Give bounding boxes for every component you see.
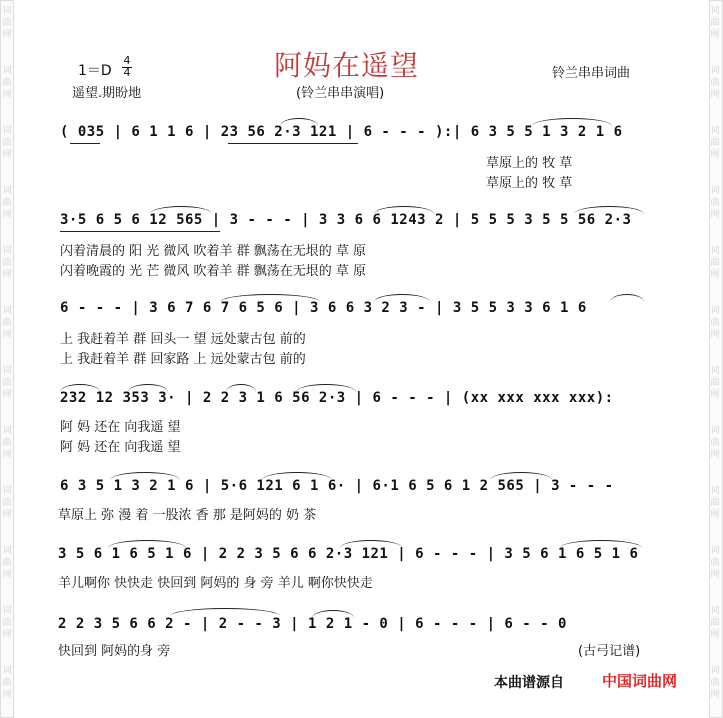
watermark-char: 词 [2, 246, 12, 256]
watermark-char: 词 [2, 366, 12, 376]
watermark-char: 词 [2, 426, 12, 436]
lyric-line: 闪着清晨的 阳 光 微风 吹着羊 群 飘荡在无垠的 草 原 [60, 244, 367, 259]
slur [226, 384, 256, 392]
lyric-line: 阿 妈 还在 向我遥 望 [60, 440, 181, 455]
watermark-char: 网 [2, 90, 12, 100]
watermark-char: 曲 [710, 138, 720, 148]
watermark-char: 曲 [710, 498, 720, 508]
notation-line: 6 3 5 1 3 2 1 6 | 5·6 121 6 1 6· | 6·1 6 5 6 1 2 565 | 3 - - - [60, 478, 614, 494]
notation-line: ( 035 | 6 1 1 6 | 23 56 2·3 121 | 6 - - - ):| 6 3 5 5 1 3 2 1 6 [60, 124, 623, 140]
lyric-line: 草原上的 牧 草 [486, 176, 573, 191]
slur [560, 540, 642, 548]
watermark-char: 曲 [710, 198, 720, 208]
watermark-char: 网 [710, 30, 720, 40]
slur [220, 294, 320, 302]
watermark-char: 词 [2, 606, 12, 616]
slur [340, 540, 402, 548]
notation-line: 3·5 6 5 6 12 565 | 3 - - - | 3 3 6 6 1243 2 | 5 5 5 3 5 5 56 2·3 [60, 212, 632, 228]
performer: (铃兰串串演唱) [296, 86, 385, 101]
watermark-char: 词 [2, 6, 12, 16]
watermark-char: 词 [710, 306, 720, 316]
watermark-char: 网 [2, 390, 12, 400]
watermark-char: 词 [2, 306, 12, 316]
slur [150, 206, 212, 214]
source-name[interactable]: 中国词曲网 [602, 672, 678, 690]
watermark-char: 网 [710, 630, 720, 640]
lyric-line: 草原上的 牧 草 [486, 156, 573, 171]
beam [70, 143, 100, 144]
watermark-char: 曲 [710, 558, 720, 568]
watermark-char: 网 [2, 150, 12, 160]
watermark-char: 曲 [2, 498, 12, 508]
watermark-char: 网 [710, 450, 720, 460]
watermark-char: 网 [2, 630, 12, 640]
watermark-char: 曲 [710, 258, 720, 268]
slur [128, 384, 168, 392]
lyric-line: 羊儿啊你 快快走 快回到 阿妈的 身 旁 羊儿 啊你快快走 [58, 576, 373, 591]
watermark-char: 曲 [710, 78, 720, 88]
watermark-char: 曲 [2, 258, 12, 268]
watermark-char: 曲 [2, 318, 12, 328]
notation-line: 2 2 3 5 6 6 2 - | 2 - - 3 | 1 2 1 - 0 | 6 - - - | 6 - - 0 [58, 616, 567, 632]
watermark-char: 网 [2, 450, 12, 460]
time-signature [122, 56, 132, 78]
slur [574, 206, 644, 214]
slur [374, 206, 434, 214]
slur [312, 610, 354, 618]
lyric-line: 阿 妈 还在 向我遥 望 [60, 420, 181, 435]
watermark-char: 词 [710, 246, 720, 256]
lyric-line: 草原上 弥 漫 着 一股浓 香 那 是阿妈的 奶 茶 [58, 508, 317, 523]
watermark-char: 词 [2, 546, 12, 556]
watermark-char: 词 [710, 66, 720, 76]
watermark-char: 曲 [2, 558, 12, 568]
beam [228, 143, 358, 144]
watermark-char: 词 [710, 606, 720, 616]
watermark-char: 词 [710, 126, 720, 136]
watermark-char: 词 [2, 126, 12, 136]
beam [60, 231, 220, 232]
time-signature-bottom: 4 [123, 66, 131, 79]
watermark-char: 网 [710, 390, 720, 400]
notation-line: 232 12 353 3· | 2 2 3 1 6 56 2·3 | 6 - - - | (xx xxx xxx xxx): [60, 390, 614, 406]
watermark-char: 词 [710, 6, 720, 16]
watermark-char: 网 [2, 690, 12, 700]
watermark-char: 网 [2, 210, 12, 220]
slur [490, 472, 552, 480]
slur [110, 472, 180, 480]
watermark-char: 网 [710, 270, 720, 280]
time-signature-top: 4 [123, 54, 131, 67]
watermark-char: 词 [710, 486, 720, 496]
credits: 铃兰串串词曲 [552, 66, 631, 81]
slur [108, 540, 186, 548]
slur [296, 384, 356, 392]
watermark-char: 词 [710, 366, 720, 376]
watermark-char: 网 [2, 570, 12, 580]
slur [262, 472, 332, 480]
watermark-char: 网 [710, 90, 720, 100]
lyric-line: 上 我赶着羊 群 回头一 望 远处蒙古包 前的 [60, 332, 306, 347]
watermark-char: 曲 [710, 618, 720, 628]
watermark-char: 网 [710, 510, 720, 520]
watermark-char: 词 [710, 426, 720, 436]
watermark-char: 网 [710, 570, 720, 580]
watermark-char: 曲 [710, 318, 720, 328]
watermark-char: 网 [2, 270, 12, 280]
key-signature: 1＝D [78, 63, 112, 79]
watermark-char: 曲 [710, 18, 720, 28]
watermark-char: 词 [710, 186, 720, 196]
slur [60, 384, 100, 392]
song-title: 阿妈在遥望 [274, 49, 420, 82]
watermark-char: 曲 [2, 198, 12, 208]
lyric-line: 闪着晚霞的 光 芒 微风 吹着羊 群 飘荡在无垠的 草 原 [60, 264, 367, 279]
watermark-char: 曲 [710, 378, 720, 388]
slur [532, 118, 612, 126]
watermark-char: 曲 [2, 378, 12, 388]
tempo-mark: 遥望.期盼地 [72, 86, 142, 101]
slur [280, 118, 318, 126]
lyric-line: 快回到 阿妈的身 旁 [58, 644, 171, 659]
watermark-char: 网 [710, 150, 720, 160]
watermark-char: 网 [2, 30, 12, 40]
watermark-char: 词 [2, 186, 12, 196]
watermark-char: 曲 [710, 678, 720, 688]
watermark-char: 网 [710, 210, 720, 220]
watermark-char: 网 [2, 510, 12, 520]
watermark-char: 曲 [2, 678, 12, 688]
watermark-char: 曲 [2, 18, 12, 28]
lyric-line: 上 我赶着羊 群 回家路 上 远处蒙古包 前的 [60, 352, 306, 367]
tie [170, 608, 280, 616]
notation-line: 6 - - - | 3 6 7 6 7 6 5 6 | 3 6 6 3 2 3 - | 3 5 5 3 3 6 1 6 [60, 300, 587, 316]
watermark-char: 曲 [2, 618, 12, 628]
notation-line: 3 5 6 1 6 5 1 6 | 2 2 3 5 6 6 2·3 121 | 6 - - - | 3 5 6 1 6 5 1 6 [58, 546, 639, 562]
watermark-char: 网 [710, 690, 720, 700]
watermark-char: 词 [2, 486, 12, 496]
transcriber: (古弓记谱) [578, 644, 641, 659]
watermark-char: 网 [710, 330, 720, 340]
watermark-char: 网 [2, 330, 12, 340]
watermark-char: 词 [710, 666, 720, 676]
watermark-char: 词 [2, 66, 12, 76]
slur [374, 294, 430, 302]
source-label: 本曲谱源自 [494, 675, 564, 691]
watermark-char: 词 [710, 546, 720, 556]
watermark-char: 词 [2, 666, 12, 676]
watermark-char: 曲 [2, 138, 12, 148]
watermark-char: 曲 [2, 78, 12, 88]
watermark-char: 曲 [710, 438, 720, 448]
watermark-char: 曲 [2, 438, 12, 448]
slur [610, 294, 644, 302]
